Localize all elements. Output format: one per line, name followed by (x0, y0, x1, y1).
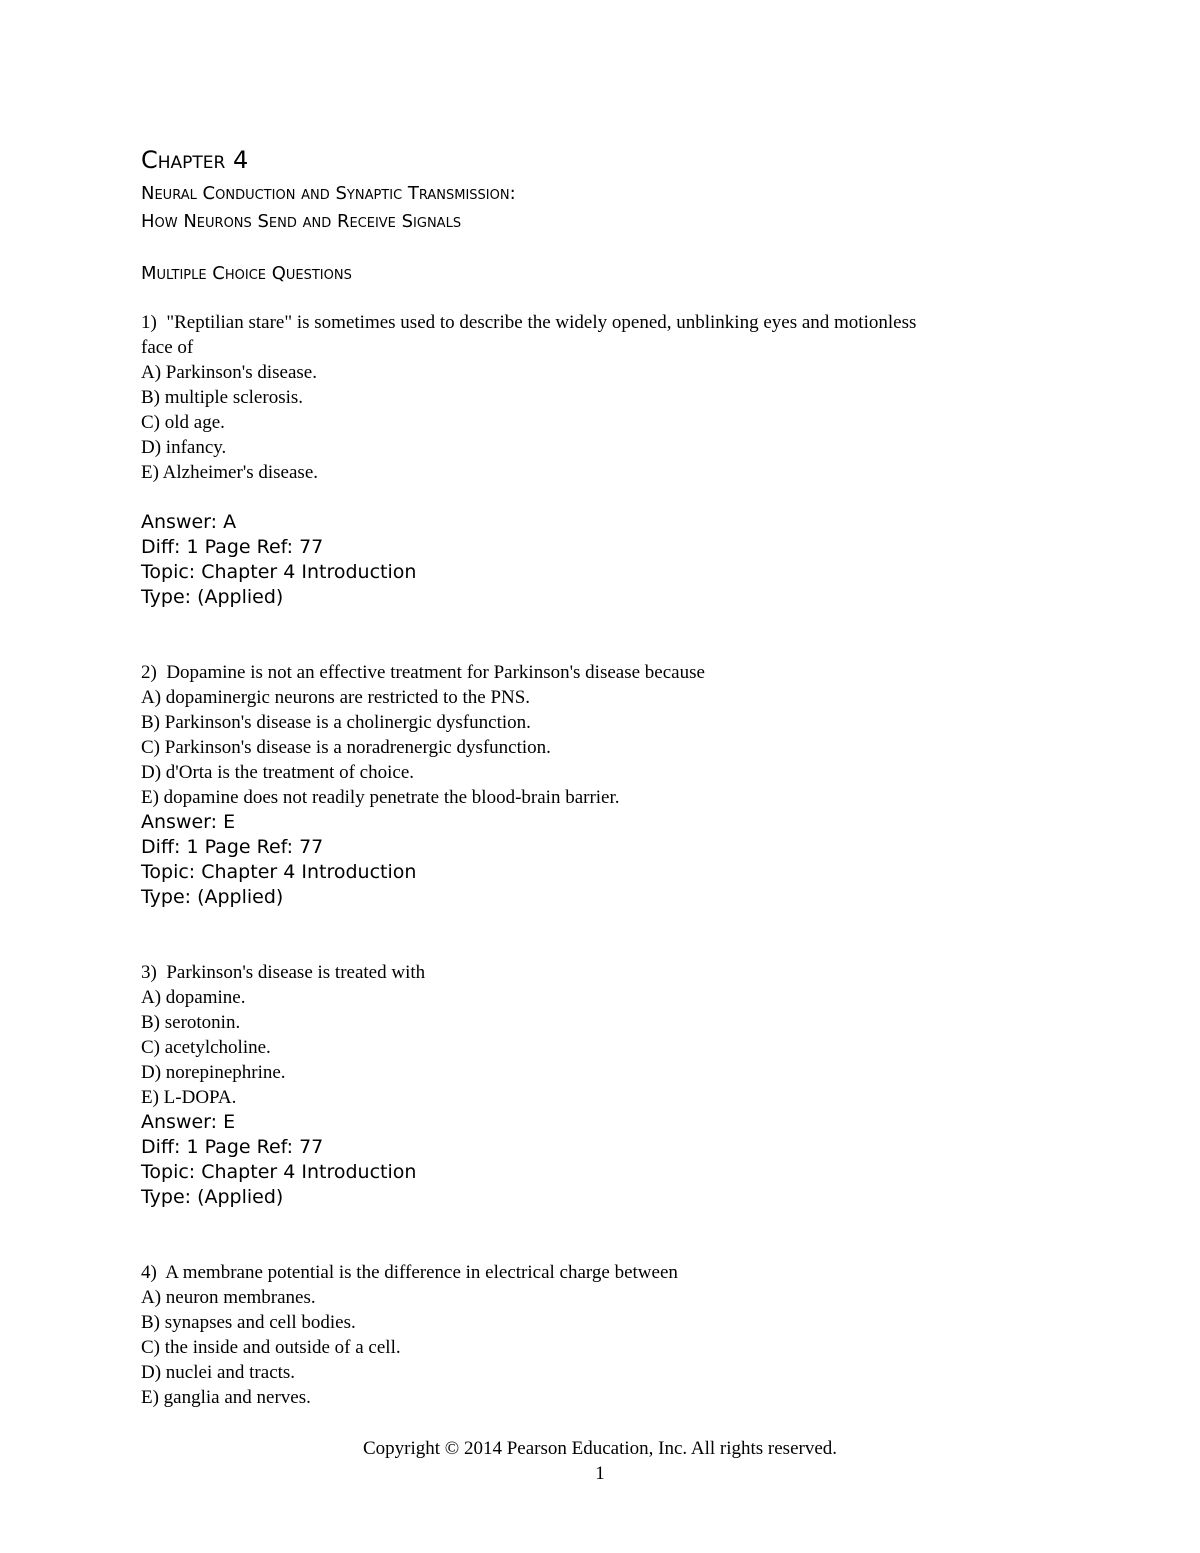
page-number: 1 (595, 1463, 605, 1484)
question-stem: 4) A membrane potential is the difference in electrical charge between (141, 1262, 678, 1283)
option-a: A) Parkinson's disease. (141, 362, 317, 383)
page-content (141, 140, 1101, 1410)
option-b: B) synapses and cell bodies. (141, 1312, 356, 1333)
question-type: Type: (Applied) (141, 1186, 284, 1208)
section-title: Multiple Choice Questions (141, 263, 352, 284)
chapter-title: Chapter 4 (141, 146, 249, 174)
topic: Topic: Chapter 4 Introduction (141, 861, 417, 883)
option-a: A) dopaminergic neurons are restricted to the PNS. (141, 687, 531, 708)
question-stem: 3) Parkinson's disease is treated with (141, 962, 426, 983)
question-stem-continued: face of (141, 337, 194, 358)
question-1 (141, 310, 1101, 610)
option-b: B) Parkinson's disease is a cholinergic dysfunction. (141, 712, 531, 733)
option-e: E) Alzheimer's disease. (141, 462, 319, 483)
chapter-subtitle-line-2: How Neurons Send and Receive Signals (141, 211, 462, 232)
question-4 (141, 1260, 1101, 1410)
option-c: C) Parkinson's disease is a noradrenergic dysfunction. (141, 737, 551, 758)
option-e: E) dopamine does not readily penetrate the blood-brain barrier. (141, 787, 620, 808)
option-c: C) acetylcholine. (141, 1037, 271, 1058)
question-type: Type: (Applied) (141, 586, 284, 608)
answer: Answer: A (141, 511, 237, 533)
option-e: E) ganglia and nerves. (141, 1387, 311, 1408)
copyright-notice: Copyright © 2014 Pearson Education, Inc. All rights reserved. (362, 1438, 838, 1459)
answer: Answer: E (141, 811, 236, 833)
difficulty-page-ref: Diff: 1 Page Ref: 77 (141, 536, 324, 558)
option-d: D) d'Orta is the treatment of choice. (141, 762, 415, 783)
question-3 (141, 960, 1101, 1210)
difficulty-page-ref: Diff: 1 Page Ref: 77 (141, 836, 324, 858)
question-stem: 1) "Reptilian stare" is sometimes used to describe the widely opened, unblinking eyes and motionless (141, 312, 917, 333)
option-d: D) norepinephrine. (141, 1062, 286, 1083)
topic: Topic: Chapter 4 Introduction (141, 1161, 417, 1183)
question-type: Type: (Applied) (141, 886, 284, 908)
option-e: E) L-DOPA. (141, 1087, 237, 1108)
page-footer (0, 1436, 1200, 1486)
answer: Answer: E (141, 1111, 236, 1133)
chapter-subtitle-line-1: Neural Conduction and Synaptic Transmission: (141, 183, 516, 204)
question-2 (141, 660, 1101, 910)
option-b: B) serotonin. (141, 1012, 241, 1033)
option-c: C) the inside and outside of a cell. (141, 1337, 401, 1358)
option-d: D) infancy. (141, 437, 227, 458)
option-a: A) neuron membranes. (141, 1287, 316, 1308)
option-d: D) nuclei and tracts. (141, 1362, 296, 1383)
question-stem: 2) Dopamine is not an effective treatment for Parkinson's disease because (141, 662, 705, 683)
topic: Topic: Chapter 4 Introduction (141, 561, 417, 583)
difficulty-page-ref: Diff: 1 Page Ref: 77 (141, 1136, 324, 1158)
option-b: B) multiple sclerosis. (141, 387, 304, 408)
option-a: A) dopamine. (141, 987, 246, 1008)
option-c: C) old age. (141, 412, 225, 433)
